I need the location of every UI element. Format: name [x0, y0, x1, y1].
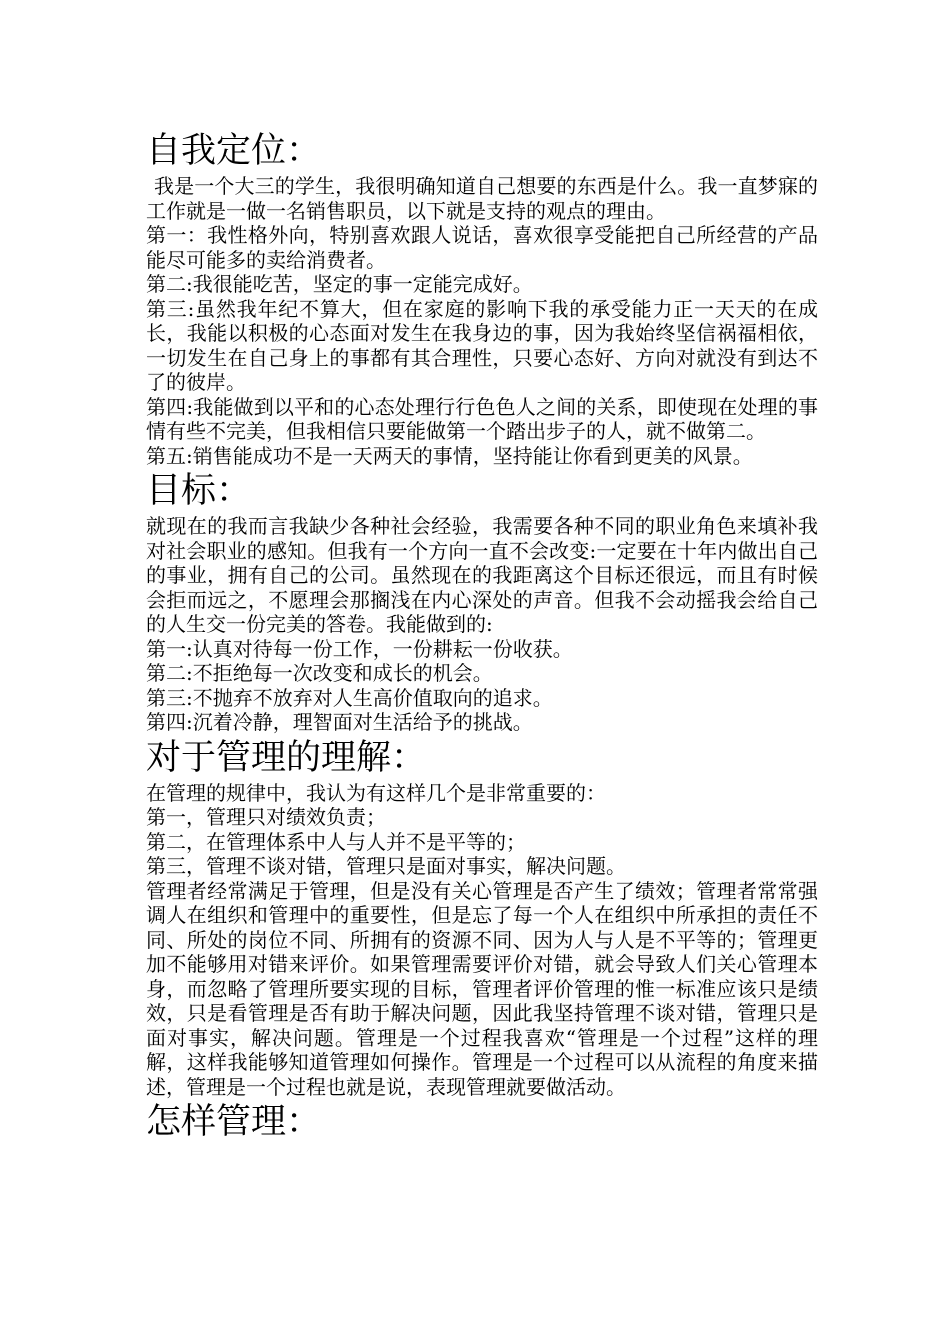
section-self-positioning: [146, 128, 818, 468]
paragraph: 第五:销售能成功不是一天两天的事情，坚持能让你看到更美的风景。: [146, 443, 753, 468]
section-heading: 对于管理的理解：: [146, 737, 427, 778]
paragraph: 第二:不拒绝每一次改变和成长的机会。: [146, 661, 493, 685]
paragraph: 就现在的我而言我缺少各种社会经验，我需要各种不同的职业角色来填补我对社会职业的感知。但我有一个方向一直不会改变:一定要在十年内做出自己的事业，拥有自己的公司。虽然现在的我距离这个目标还很远，而且有时候会拒而远之，不愿理会那搁浅在内心深处的声音。但我不会动摇我会给自己的人生交一份完美的答卷。我能做到的:: [146, 514, 818, 636]
paragraph: 我是一个大三的学生，我很明确知道自己想要的东西是什么。我一直梦寐的工作就是一做一名销售职员，以下就是支持的观点的理由。: [146, 174, 818, 223]
paragraph: 第三:不抛弃不放弃对人生高价值取向的追求。: [146, 685, 553, 710]
section-heading: 怎样管理：: [146, 1102, 322, 1142]
paragraph: 第四:我能做到以平和的心态处理行行色色人之间的关系，即使现在处理的事情有些不完美，但我相信只要能做第一个踏出步子的人，就不做第二。: [146, 394, 818, 443]
section-how-to-manage: [146, 1099, 818, 1145]
paragraph: 第二，在管理体系中人与人并不是平等的；: [146, 829, 526, 854]
section-goals: [146, 468, 818, 735]
section-heading: 目标：: [146, 471, 252, 511]
paragraph: 第一：我性格外向，特别喜欢跟人说话，喜欢很享受能把自己所经营的产品能尽可能多的卖给消费者。: [146, 223, 818, 272]
paragraph: 第一，管理只对绩效负责；: [146, 805, 386, 829]
paragraph: 在管理的规律中，我认为有这样几个是非常重要的：: [146, 780, 606, 805]
document-page: [146, 128, 818, 1145]
paragraph: 第三:虽然我年纪不算大，但在家庭的影响下我的承受能力正一天天的在成长，我能以积极的心态面对发生在我身边的事，因为我始终坚信祸福相依，一切发生在自己身上的事都有其合理性，只要心态好、方向对就没有到达不了的彼岸。: [146, 296, 818, 394]
paragraph: 管理者经常满足于管理，但是没有关心管理是否产生了绩效；管理者常常强调人在组织和管理中的重要性，但是忘了每一个人在组织中所承担的责任不同、所处的岗位不同、所拥有的资源不同、因为人与人是不平等的；管理更加不能够用对错来评价。如果管理需要评价对错，就会导致人们关心管理本身，而忽略了管理所要实现的目标，管理者评价管理的惟一标准应该只是绩效，只是看管理是否有助于解决问题，因此我坚持管理不谈对错，管理只是面对事实，解决问题。管理是一个过程我喜欢“管理是一个过程”这样的理解，这样我能够知道管理如何操作。管理是一个过程可以从流程的角度来描述，管理是一个过程也就是说，表现管理就要做活动。: [146, 878, 818, 1099]
paragraph: 第一:认真对待每一份工作，一份耕耘一份收获。: [146, 636, 573, 661]
paragraph: 第三，管理不谈对错，管理只是面对事实，解决问题。: [146, 854, 626, 878]
section-management-understanding: [146, 735, 818, 1100]
paragraph: 第四:沉着冷静，理智面对生活给予的挑战。: [146, 710, 533, 734]
paragraph: 第二:我很能吃苦，坚定的事一定能完成好。: [146, 272, 533, 296]
section-heading: 自我定位：: [146, 131, 322, 171]
